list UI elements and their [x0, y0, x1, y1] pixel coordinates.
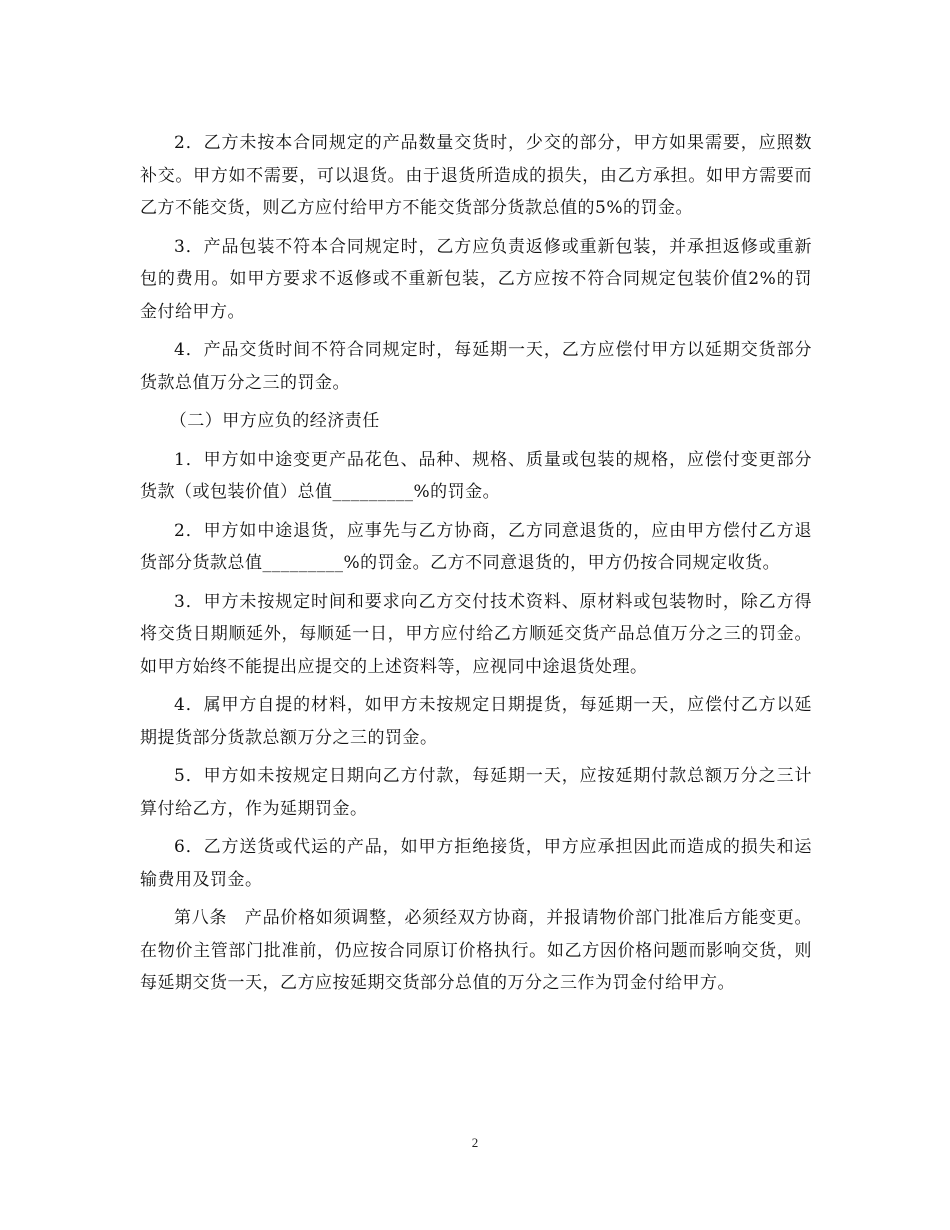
party-a-clause-6: 6．乙方送货或代运的产品，如甲方拒绝接货，甲方应承担因此而造成的损失和运输费用及罚金。: [140, 837, 812, 890]
article-eight-paragraph: 第八条 产品价格如须调整，必须经双方协商，并报请物价部门批准后方能变更。在物价主管部门批准前，仍应按合同原订价格执行。如乙方因价格问题而影响交货，则每延期交货一天，乙方应按延期交货部分总值的万分之三作为罚金付给甲方。: [140, 908, 812, 993]
party-a-clause-2: 2．甲方如中途退货，应事先与乙方协商，乙方同意退货的，应由甲方偿付乙方退货部分货款总值_________%的罚金。乙方不同意退货的，甲方仍按合同规定收货。: [140, 520, 812, 573]
page-number: 2: [471, 1135, 479, 1150]
party-a-clause-1: 1．甲方如中途变更产品花色、品种、规格、质量或包装的规格，应偿付变更部分货款（或包装价值）总值_________%的罚金。: [140, 449, 812, 502]
section-heading-party-a-liability: （二）甲方应负的经济责任: [169, 411, 380, 431]
clause-paragraph-4: 4．产品交货时间不符合同规定时，每延期一天，乙方应偿付甲方以延期交货部分货款总值万分之三的罚金。: [140, 340, 812, 393]
party-a-clause-5: 5．甲方如未按规定日期向乙方付款，每延期一天，应按延期付款总额万分之三计算付给乙方，作为延期罚金。: [140, 766, 812, 819]
clause-paragraph-2: 2．乙方未按本合同规定的产品数量交货时，少交的部分，甲方如果需要，应照数补交。甲方如不需要，可以退货。由于退货所造成的损失，由乙方承担。如甲方需要而乙方不能交货，则乙方应付给甲方不能交货部分货款总值的5%的罚金。: [140, 133, 812, 218]
party-a-clause-3: 3．甲方未按规定时间和要求向乙方交付技术资料、原材料或包装物时，除乙方得将交货日期顺延外，每顺延一日，甲方应付给乙方顺延交货产品总值万分之三的罚金。如甲方始终不能提出应提交的上述资料等，应视同中途退货处理。: [140, 591, 812, 677]
clause-paragraph-3: 3．产品包装不符本合同规定时，乙方应负责返修或重新包装，并承担返修或重新包的费用。如甲方要求不返修或不重新包装，乙方应按不符合同规定包装价值2%的罚金付给甲方。: [140, 236, 812, 322]
document-body: [140, 127, 812, 1000]
party-a-clause-4: 4．属甲方自提的材料，如甲方未按规定日期提货，每延期一天，应偿付乙方以延期提货部分货款总额万分之三的罚金。: [140, 695, 812, 748]
